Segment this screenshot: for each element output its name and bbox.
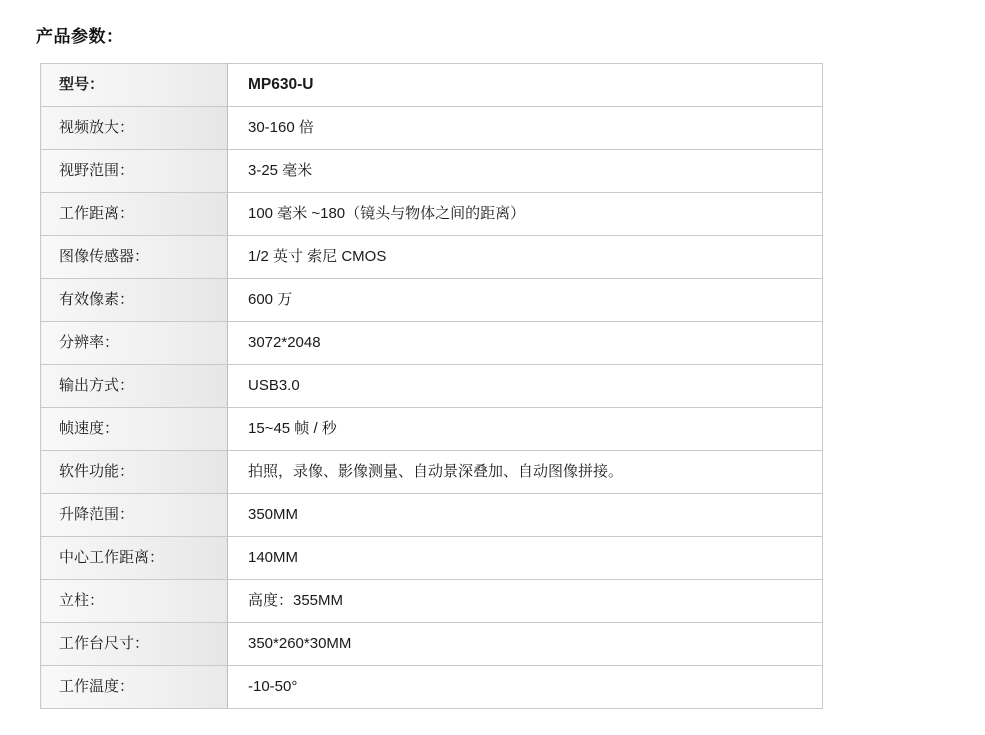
table-row bbox=[41, 365, 823, 408]
table-row bbox=[41, 193, 823, 236]
spec-value: 30-160 倍 bbox=[228, 107, 823, 150]
table-row bbox=[41, 580, 823, 623]
table-row bbox=[41, 666, 823, 709]
spec-label: 升降范围： bbox=[41, 494, 228, 537]
table-row bbox=[41, 64, 823, 107]
table-row bbox=[41, 623, 823, 666]
spec-table-body bbox=[41, 64, 823, 709]
table-row bbox=[41, 236, 823, 279]
spec-value: 600 万 bbox=[228, 279, 823, 322]
table-row bbox=[41, 279, 823, 322]
spec-value: 拍照，录像、影像测量、自动景深叠加、自动图像拼接。 bbox=[228, 451, 823, 494]
spec-value: 15~45 帧 / 秒 bbox=[228, 408, 823, 451]
spec-value: 3072*2048 bbox=[228, 322, 823, 365]
spec-label: 工作台尺寸： bbox=[41, 623, 228, 666]
spec-value: 350MM bbox=[228, 494, 823, 537]
spec-label: 型号： bbox=[41, 64, 228, 107]
table-row bbox=[41, 107, 823, 150]
spec-value: -10-50° bbox=[228, 666, 823, 709]
table-row bbox=[41, 451, 823, 494]
spec-label: 工作温度： bbox=[41, 666, 228, 709]
spec-value: 1/2 英寸 索尼 CMOS bbox=[228, 236, 823, 279]
spec-label: 输出方式： bbox=[41, 365, 228, 408]
spec-label: 图像传感器： bbox=[41, 236, 228, 279]
spec-label: 中心工作距离： bbox=[41, 537, 228, 580]
spec-label: 立柱： bbox=[41, 580, 228, 623]
spec-label: 工作距离： bbox=[41, 193, 228, 236]
table-row bbox=[41, 322, 823, 365]
spec-value: 350*260*30MM bbox=[228, 623, 823, 666]
spec-label: 分辨率： bbox=[41, 322, 228, 365]
spec-label: 视频放大： bbox=[41, 107, 228, 150]
table-row bbox=[41, 537, 823, 580]
spec-value: USB3.0 bbox=[228, 365, 823, 408]
spec-label: 帧速度： bbox=[41, 408, 228, 451]
product-spec-table bbox=[40, 63, 823, 709]
spec-value: 3-25 毫米 bbox=[228, 150, 823, 193]
table-row bbox=[41, 494, 823, 537]
spec-value: MP630-U bbox=[228, 64, 823, 107]
spec-label: 视野范围： bbox=[41, 150, 228, 193]
table-row bbox=[41, 408, 823, 451]
spec-value: 100 毫米 ~180（镜头与物体之间的距离） bbox=[228, 193, 823, 236]
spec-label: 有效像素： bbox=[41, 279, 228, 322]
spec-label: 软件功能： bbox=[41, 451, 228, 494]
table-row bbox=[41, 150, 823, 193]
spec-value: 高度：355MM bbox=[228, 580, 823, 623]
spec-value: 140MM bbox=[228, 537, 823, 580]
page-title: 产品参数： bbox=[36, 27, 124, 46]
